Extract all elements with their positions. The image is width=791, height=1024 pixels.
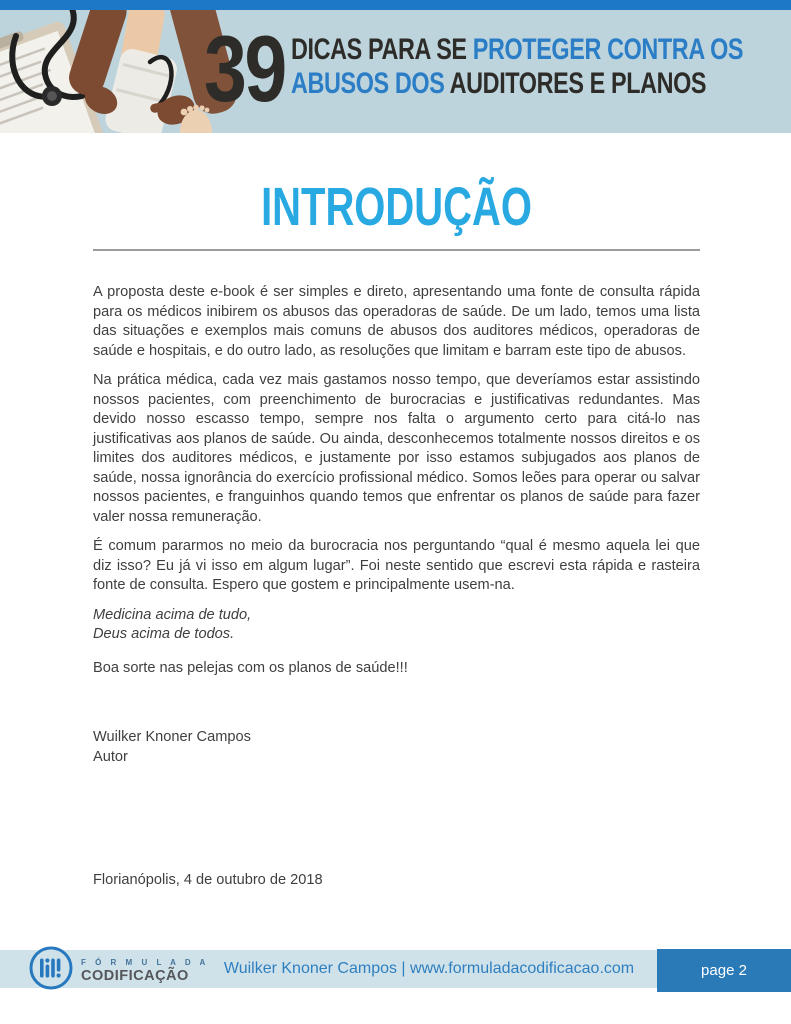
signature-name: Wuilker Knoner Campos xyxy=(93,729,251,745)
section-title: INTRODUÇÃO xyxy=(261,177,532,237)
header-banner xyxy=(0,10,791,133)
header-title-line1 xyxy=(291,33,743,67)
motto-line2: Deus acima de todos. xyxy=(93,626,235,642)
good-luck-line: Boa sorte nas pelejas com os planos de saúde!!! xyxy=(93,659,408,676)
top-accent-bar xyxy=(0,0,791,10)
title-segment: PROTEGER CONTRA OS xyxy=(472,33,744,66)
title-segment: AUDITORES E PLANOS xyxy=(449,67,707,100)
dateline: Florianópolis, 4 de outubro de 2018 xyxy=(93,872,323,888)
brand-logo-icon xyxy=(28,945,74,991)
brand-logo xyxy=(28,945,209,991)
motto xyxy=(93,606,700,645)
signature-block xyxy=(93,728,700,767)
brand-name xyxy=(81,952,209,984)
title-divider xyxy=(93,249,700,251)
title-segment: ABUSOS DOS xyxy=(291,67,450,100)
page-content xyxy=(0,179,791,891)
page-number-badge: page 2 xyxy=(657,949,791,992)
footer-bar xyxy=(0,950,791,988)
brand-name-bottom: CODIFICAÇÃO xyxy=(81,968,189,984)
header-title-line2 xyxy=(291,67,743,101)
brand-name-top: F Ó R M U L A D A xyxy=(81,958,209,967)
tips-count: 39 xyxy=(204,16,285,121)
footer-credit: Wuilker Knoner Campos | www.formuladacodificacao.com xyxy=(223,960,635,977)
intro-body xyxy=(93,283,700,596)
paragraph: É comum pararmos no meio da burocracia nos perguntando “qual é mesmo aquela lei que diz isso? Eu já vi isso em algum lugar”. Foi neste sentido que escrevi esta rápida e rasteira fonte de consulta. Espero que gostem e principalmente usem-na. xyxy=(93,538,700,593)
header-title xyxy=(291,33,791,101)
motto-line1: Medicina acima de tudo, xyxy=(93,606,252,623)
signature-role: Autor xyxy=(93,748,128,765)
paragraph: Na prática médica, cada vez mais gastamos nosso tempo, que deveríamos estar assistindo nossos pacientes, com preenchimento de burocracias e justificativas redundantes. Mas devido nosso escasso tempo, sempre nos falta o argumento certo para citá-lo nas justificativas aos planos de saúde. Ou ainda, desconhecemos totalmente nossos direitos e os limites dos auditores médicos, e justamente por isso estamos subjugados aos planos de saúde, nossa ignorância do exercício profissional médico. Somos leões para operar ou salvar nossos pacientes, e franguinhos quando temos que enfrentar os planos de saúde para fazer valer nossa remuneração. xyxy=(93,372,700,525)
title-segment: DICAS PARA SE xyxy=(291,33,473,66)
paragraph: A proposta deste e-book é ser simples e direto, apresentando uma fonte de consulta rápida para os médicos inibirem os abusos das operadoras de saúde. De um lado, temos uma lista das situações e exemplos mais comuns de abusos dos auditores médicos, operadoras de saúde e hospitais, e do outro lado, as resoluções que limitam e barram este tipo de abusos. xyxy=(93,284,700,359)
